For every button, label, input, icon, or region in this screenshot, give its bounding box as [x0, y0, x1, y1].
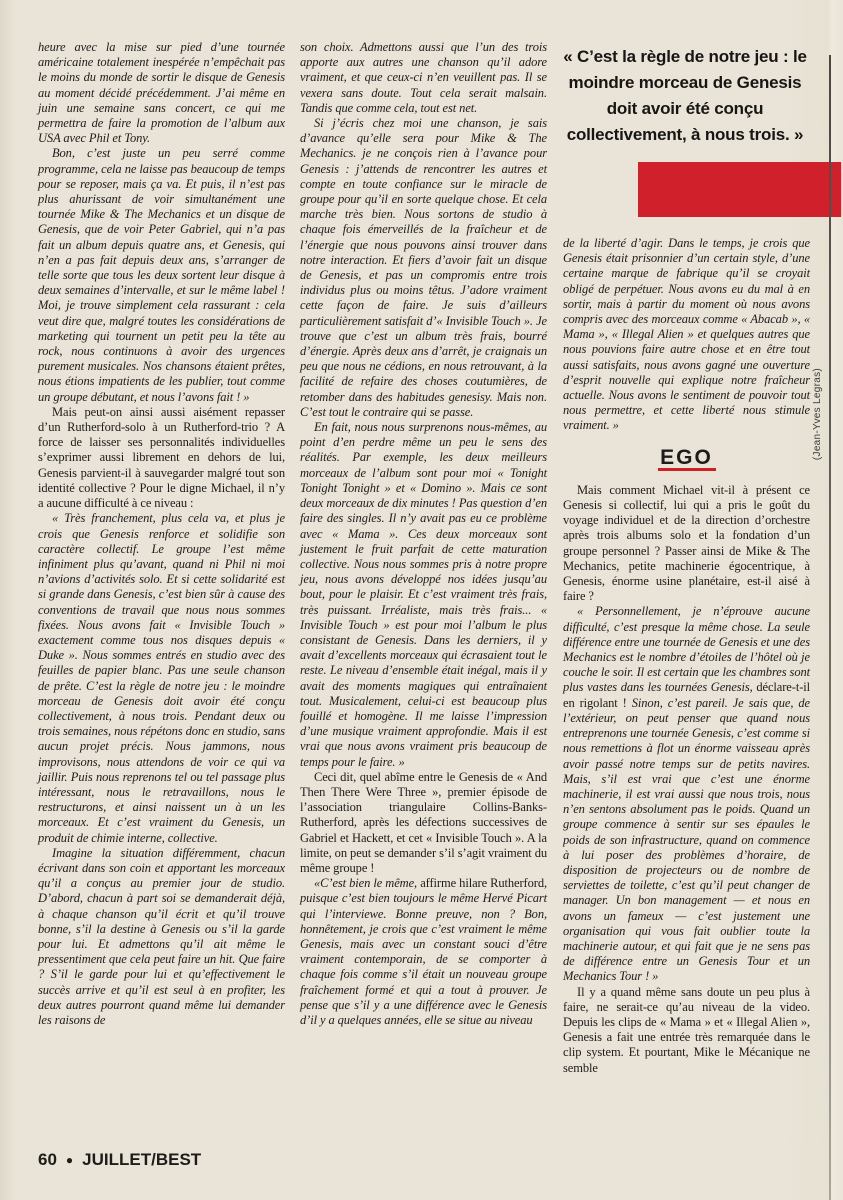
paragraph: [300, 876, 547, 1028]
text-segment: « Personnellement, je n’éprouve aucune difficulté, c’est presque la même chose. La seule différence entre une tournée de Genesis et une des Mechanics est le nombre d’étoiles de l’hôtel où je couche le soir. Il est certain que les chambres sont plus vastes dans les tournées Genesis,: [563, 604, 810, 695]
text-segment: Bon, c’est juste un peu serré comme programme, cela ne laisse pas beaucoup de temps pour se reposer, mais ça va. Et puis, il n’est pas plus ahurissant de voir simultanément une tournée Mike & The Mechanics et un disque de Genesis, que de voir Peter Gabriel, qui n’a pas fait un album depuis quatre ans, et Genesis, qui n’en a pas fait depuis deux ans, s’arranger de telle sorte que tous les deux sortent leur disque à deux semaines d’intervalle, et sur le même label ! Moi, je trouve simplement cela rassurant : cela veut dire que, malgré toutes les considérations de marketing qui tournent un petit peu la tête au rock, nous continuons à avoir des urgences purement musicales. Nos chansons étaient prêtes, nous étions impatients de les publier, tout comme un groupe débutant, et nous l’avons fait ! »: [38, 146, 285, 404]
paragraph: [563, 483, 810, 605]
text-segment: Mais peut-on ainsi aussi aisément repasser d’un Rutherford-solo à un Rutherford-trio ? A force de laisser ses personnalités individuelles s’exprimer aussi librement en dehors de lui, Genesis parvient-il à sauvegarder malgré tout son identité collective ? Pour le digne Michael, il n’y a aucune difficulté à ce niveau :: [38, 404, 285, 511]
paragraph: [563, 236, 810, 434]
text-segment: « Très franchement, plus cela va, et plus je crois que Genesis renforce et solidifie son caractère collectif. Le groupe l’est même infiniment plus qu’avant, quand ni Phil ni moi n’avions d’activités solo. Et si cette solidarité est si grande dans Genesis, c’est bien sûr à cause des conventions de travail que nous nous sommes fixées. Nous avons fait « Invisible Touch » exactement comme tous nos disques depuis « Duke ». Nous sommes entrés en studio avec des feuilles de papier blanc. Pas une seule chanson de prête. C’est la règle de notre jeu : le moindre morceau de Genesis doit avoir été conçu collectivement, à nous trois. Pendant deux ou trois semaines, nous répétons donc en studio, sans aucun projet précis. Nous jammons, nous improvisons, nous attendons de voir ce qui va jaillir. Puis nous reprenons tel ou tel passage plus intéressant, nous le retravaillons, nous le restructurons, et ainsi naissent un à un les morceaux. Et c’est vraiment du Genesis, un produit de chimie interne, collective.: [38, 511, 285, 845]
text-segment: «C’est bien le même,: [314, 876, 418, 891]
article-column-3: [563, 236, 810, 1076]
paragraph: [300, 420, 547, 770]
text-segment: Ceci dit, quel abîme entre le Genesis de « And Then There Were Three », premier épisode de l’association triangulaire Collins-Banks-Rutherford, après les défections successives de Gabriel et Hackett, et cet « Invisible Touch ». A la limite, on peut se demander s’il s’agit vraiment du même groupe !: [300, 769, 547, 875]
pull-quote: « C’est la règle de notre jeu : le moindre morceau de Genesis doit avoir été conçu collectivement, à nous trois. »: [563, 47, 807, 144]
text-segment: son choix. Admettons aussi que l’un des trois apporte aux autres une chanson qu’il adore vraiment, et que ceux-ci n’en veuillent pas. Il se vexera sans doute. Tout cela serait malsain. Tandis que comme cela, tout est net.: [300, 40, 547, 115]
text-segment: Mais comment Michael vit-il à présent ce Genesis si collectif, lui qui a pris le goût du voyage individuel et de la direction d’orchestre après trois albums solo et la fondation d’un groupe personnel ? Passer ainsi de Mike & The Mechanics, petite machinerie égocentrique, à Genesis, énorme usine planétaire, est-il aisé à faire ?: [563, 482, 810, 604]
text-segment: En fait, nous nous surprenons nous-mêmes, au point d’en perdre même un peu le sens des réalités. Par exemple, les deux meilleurs morceaux de l’album sont pour moi « Tonight Tonight Tonight » et « Domino ». Mais ce sont deux morceaux de dix minutes ! Pas question d’en faire des singles. Il n’y avait pas eu ce problème avec « Mama ». Ces deux morceaux sont justement le fruit parfait de cette maturation collective. Nous nous sommes pris à notre propre jeu, nous avons développé nos idées jusqu’au bout, pour le plaisir. Et c’est vraiment très frais, très puissant. Irréaliste, mais très frais... « Invisible Touch » est pour moi l’album le plus consistant de Genesis. Dans les derniers, il y avait d’excellents morceaux qui écrasaient tout le reste. Le niveau d’ensemble était inégal, mais il y avait des moments magiques qui entraînaient tout. Musicalement, celui-ci est beaucoup plus fouillé et homogène. Il me laisse l’impression d’une musique vraiment approfondie. Mais il est vrai que nous avons vraiment pris beaucoup de temps pour le faire. »: [300, 420, 547, 769]
page-edge-rule: [829, 55, 831, 1200]
paragraph: [300, 116, 547, 420]
text-segment: Imagine la situation différemment, chacun écrivant dans son coin et apportant les morceaux qu’il a conçus au premier jour de studio. D’abord, chacun à part soi se demanderait déjà, à chaque chanson qu’il écrit et qu’il trouve bonne, s’il la destine à Genesis ou s’il la garde pour lui. Et admettons qu’il ait même le pressentiment que cela peut faire un hit. Que faire ? S’il le garde pour lui et qu’effectivement le succès arrive et qu’il est seul à en profiter, les deux autres pourront quand même lui demander les raisons de: [38, 845, 285, 1027]
text-segment: Sinon, c’est pareil. Je sais que, de l’extérieur, on peut penser que quand nous entreprenons une tournée Genesis, c’est comme si nous remettions à flot un énorme vaisseau après avoir passé notre temps sur de petits navires. Mais, s’il est vrai que c’est une énorme machinerie, il est vrai aussi que nous trois, nous n’en sentons absolument pas le poids. Quand un groupe commence à sentir sur ses épaules le poids de son infrastructure, quand on commence à lui poser des problèmes d’horaire, de disposition de projecteurs ou de nombre de serviettes de toilette, c’est qu’il peut changer de manager. Un bon management — et nous en avons un fameux — c’est justement une organisation qui vous fait oublier toute la machinerie autour, et qui fait que je ne sens pas de différence entre un Genesis Tour et un Mechanics Tour ! »: [563, 695, 810, 984]
text-segment: affirme hilare Rutherford,: [417, 876, 548, 891]
section-heading-ego: [563, 445, 810, 471]
column-3-upper: [563, 236, 810, 434]
text-segment: Il y a quand même sans doute un peu plus à faire, ne serait-ce qu’au niveau de la video. Depuis les clips de « Mama » et « Illegal Alien », Genesis a fait une entrée très remarquée dans le clip system. Et pourtant, Mike le Mécanique ne semble: [563, 984, 810, 1075]
footer-bullet-icon: ●: [65, 1153, 74, 1167]
text-segment: Si j’écris chez moi une chanson, je sais d’avance qu’elle sera pour Mike & The Mechanics. je ne conçois rien à l’avance pour Genesis : j’attends de rencontrer les autres et compte en toute confiance sur le miracle de groupe pour qu’il en sorte quelque chose. Et cela marche très bien. Nous sortons de studio à chaque fois émerveillés de la fraîcheur et de l’énergie que nous pouvons ainsi trouver dans notre interaction. Et fiers d’avoir fait un disque de Genesis, et pas un compromis entre trois individus plus ou moins têtus. J’adore vraiment cette façon de faire. Je suis d’ailleurs particulièrement satisfait d’« Invisible Touch ». Je trouve que c’est un album très frais, bourré d’énergie. Après deux ans d’arrêt, je craignais un peu que nous ne cédions, en nous retrouvant, à la facilité de refaire des choses coutumières, de retomber dans des habitudes genesisy. Mais non. C’est tout le contraire qui se passe.: [300, 116, 547, 419]
paragraph: [38, 405, 285, 511]
red-accent-bar: [638, 162, 841, 217]
article-column-1: [38, 40, 285, 1028]
paragraph: [38, 511, 285, 845]
page-number: 60: [38, 1150, 57, 1169]
paragraph: [300, 770, 547, 876]
article-column-2: [300, 40, 547, 1028]
text-segment: heure avec la mise sur pied d’une tournée américaine totalement inespérée n’empêchait pas le moins du monde de sortir le disque de Genesis au moment décidé précédemment. J’ai même en juin une semaine sans concert, ce qui me permettra de faire la promotion de l’album aux USA avec Phil et Tony.: [38, 40, 285, 146]
paragraph: [38, 846, 285, 1028]
section-heading-label: EGO: [660, 445, 713, 469]
text-segment: de la liberté d’agir. Dans le temps, je crois que Genesis était prisonnier d’un certain style, d’une certaine marque de fabrique qu’il se croyait obligé de perpétuer. Nous avons eu du mal à en sortir, mais à partir du moment où nous avons compris avec des morceaux comme « Abacab », « Mama », « Illegal Alien » et quelques autres que nous pouvions faire autre chose et en être tout aussi satisfaits, nous avons gagné une ouverture d’esprit nouvelle qui explique notre fraîcheur actuelle. Nous avons le sentiment de pouvoir tout nous permettre, et cette liberté nous stimule vraiment. »: [563, 236, 810, 433]
photo-credit: (Jean-Yves Legras): [812, 368, 823, 461]
paragraph: [38, 40, 285, 146]
page-footer: [38, 1150, 201, 1170]
magazine-name: JUILLET/BEST: [82, 1150, 202, 1169]
paragraph: [38, 146, 285, 404]
text-segment: déclare-t-il en rigolant !: [563, 680, 810, 710]
paragraph: [563, 985, 810, 1076]
paragraph: [563, 604, 810, 984]
column-3-lower: [563, 483, 810, 1076]
text-segment: puisque c’est bien toujours le même Hervé Picart qui l’interviewe. Bonne preuve, non ? Bon, honnêtement, je crois que c’est vraiment le même Genesis, mais avec un constant souci d’être vraiment contemporain, de se comporter à chaque fois comme s’il était un nouveau groupe fraîchement formé et qui a tout à prouver. Je pense que s’il y a une différence avec le Genesis d’il y a quelques années, elle se situe au niveau: [300, 891, 547, 1027]
paragraph: [300, 40, 547, 116]
